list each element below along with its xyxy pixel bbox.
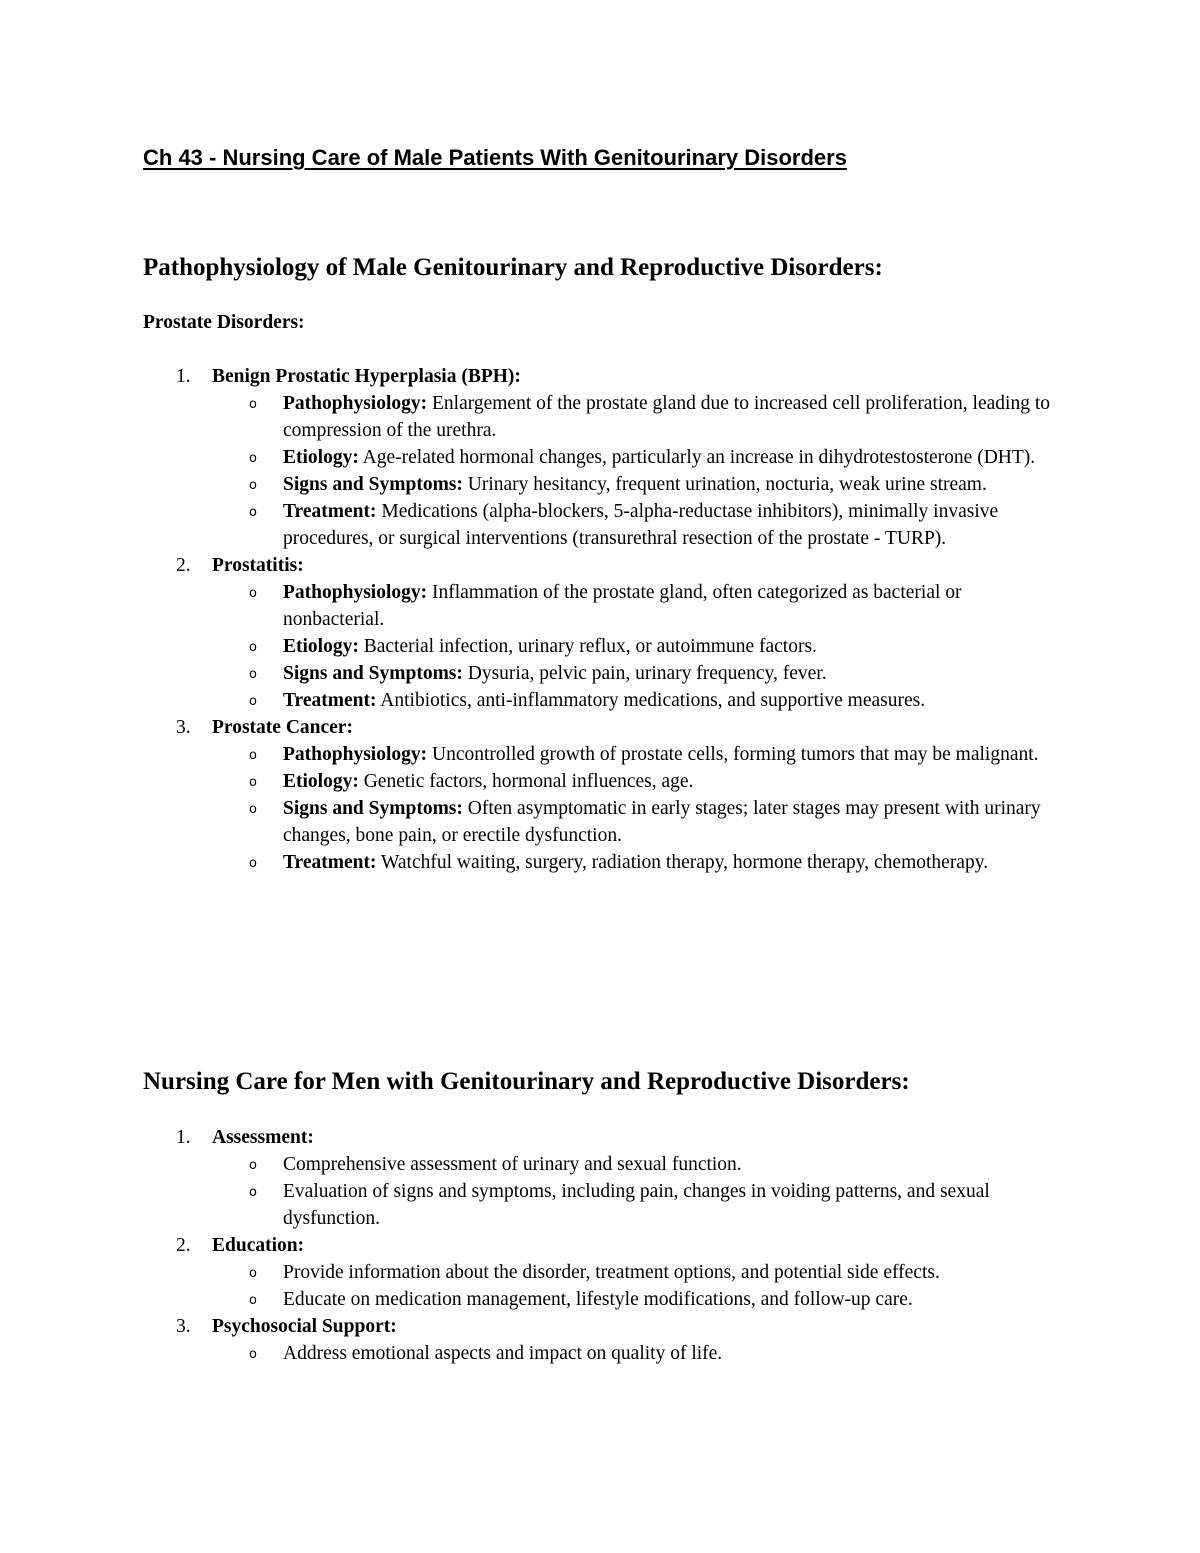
list-item-label: Prostate Cancer: <box>212 717 353 738</box>
sub-item-term: Signs and Symptoms: <box>283 798 463 819</box>
education-details-list <box>0 1259 1200 1313</box>
sub-item-term: Pathophysiology: <box>283 582 428 603</box>
sub-item-term: Signs and Symptoms: <box>283 663 463 684</box>
bullet-marker: o <box>249 1293 257 1308</box>
sub-item-text: Inflammation of the prostate gland, often categorized as bacterial or nonbacterial. <box>283 582 962 630</box>
list-item-label: Benign Prostatic Hyperplasia (BPH): <box>212 366 521 387</box>
assessment-details-list <box>0 1151 1200 1232</box>
sub-item-term: Treatment: <box>283 690 377 711</box>
bullet-marker: o <box>249 1158 257 1173</box>
bullet-marker: o <box>249 451 257 466</box>
sub-list-item <box>0 795 1200 849</box>
bullet-marker: o <box>249 478 257 493</box>
sub-item-term: Pathophysiology: <box>283 744 428 765</box>
document-title: Ch 43 - Nursing Care of Male Patients With Genitourinary Disorders <box>143 145 847 170</box>
list-item-label: Psychosocial Support: <box>212 1316 397 1337</box>
prostate-cancer-details-list <box>0 741 1200 876</box>
list-item-label: Education: <box>212 1235 305 1256</box>
sub-item-text: Often asymptomatic in early stages; later stages may present with urinary changes, bone pain, or erectile dysfunction. <box>283 798 1041 846</box>
sub-list-item <box>0 444 1200 471</box>
sub-list-item <box>0 390 1200 444</box>
list-item-label: Assessment: <box>212 1127 314 1148</box>
sub-list-item <box>0 768 1200 795</box>
sub-list-item <box>0 741 1200 768</box>
sub-list-item <box>0 498 1200 552</box>
sub-item-text: Medications (alpha-blockers, 5-alpha-reductase inhibitors), minimally invasive procedures, or surgical interventions (transurethral resection of the prostate - TURP). <box>283 501 999 549</box>
list-number: 3. <box>176 717 191 738</box>
list-number: 3. <box>176 1316 191 1337</box>
list-number: 2. <box>176 555 191 576</box>
section-heading-nursing-care: Nursing Care for Men with Genitourinary and Reproductive Disorders: <box>143 1068 910 1095</box>
list-number: 1. <box>176 366 191 387</box>
section-heading-pathophysiology: Pathophysiology of Male Genitourinary and Reproductive Disorders: <box>143 254 883 281</box>
sub-item-text: Watchful waiting, surgery, radiation therapy, hormone therapy, chemotherapy. <box>376 852 989 873</box>
prostatitis-details-list <box>0 579 1200 714</box>
sub-item-text: Comprehensive assessment of urinary and sexual function. <box>283 1154 742 1175</box>
bullet-marker: o <box>249 667 257 682</box>
bullet-marker: o <box>249 505 257 520</box>
sub-item-text: Address emotional aspects and impact on quality of life. <box>283 1343 723 1364</box>
sub-item-term: Treatment: <box>283 852 377 873</box>
sub-item-text: Uncontrolled growth of prostate cells, forming tumors that may be malignant. <box>427 744 1039 765</box>
subsection-heading-prostate-disorders: Prostate Disorders: <box>143 312 305 333</box>
sub-item-term: Pathophysiology: <box>283 393 428 414</box>
sub-item-text: Evaluation of signs and symptoms, including pain, changes in voiding patterns, and sexual dysfunction. <box>283 1181 990 1229</box>
sub-list-item <box>0 633 1200 660</box>
sub-item-text: Antibiotics, anti-inflammatory medications, and supportive measures. <box>376 690 926 711</box>
sub-item-text: Genetic factors, hormonal influences, age. <box>358 771 694 792</box>
sub-list-item <box>0 471 1200 498</box>
sub-item-text: Age-related hormonal changes, particularly an increase in dihydrotestosterone (DHT). <box>358 447 1036 468</box>
sub-list-item <box>0 1259 1200 1286</box>
sub-list-item <box>0 849 1200 876</box>
sub-item-text: Educate on medication management, lifestyle modifications, and follow-up care. <box>283 1289 913 1310</box>
bph-details-list <box>0 390 1200 552</box>
list-number: 1. <box>176 1127 191 1148</box>
bullet-marker: o <box>249 640 257 655</box>
nursing-care-list <box>0 1124 1200 1367</box>
sub-item-text: Enlargement of the prostate gland due to increased cell proliferation, leading to compression of the urethra. <box>283 393 1050 441</box>
list-item-education <box>0 1232 1200 1313</box>
list-item-psychosocial-support <box>0 1313 1200 1367</box>
sub-list-item <box>0 687 1200 714</box>
sub-list-item <box>0 1151 1200 1178</box>
list-item-bph <box>0 363 1200 552</box>
sub-item-term: Etiology: <box>283 447 359 468</box>
sub-item-text: Bacterial infection, urinary reflux, or autoimmune factors. <box>358 636 817 657</box>
bullet-marker: o <box>249 1266 257 1281</box>
list-item-prostate-cancer <box>0 714 1200 876</box>
sub-list-item <box>0 1286 1200 1313</box>
sub-item-term: Etiology: <box>283 636 359 657</box>
sub-item-term: Etiology: <box>283 771 359 792</box>
bullet-marker: o <box>249 586 257 601</box>
sub-list-item <box>0 579 1200 633</box>
sub-list-item <box>0 1178 1200 1232</box>
list-number: 2. <box>176 1235 191 1256</box>
sub-item-text: Provide information about the disorder, treatment options, and potential side effects. <box>283 1262 940 1283</box>
list-item-label: Prostatitis: <box>212 555 304 576</box>
sub-list-item <box>0 1340 1200 1367</box>
sub-item-text: Dysuria, pelvic pain, urinary frequency, fever. <box>462 663 827 684</box>
bullet-marker: o <box>249 802 257 817</box>
sub-item-term: Signs and Symptoms: <box>283 474 463 495</box>
bullet-marker: o <box>249 856 257 871</box>
bullet-marker: o <box>249 748 257 763</box>
bullet-marker: o <box>249 1185 257 1200</box>
sub-list-item <box>0 660 1200 687</box>
sub-item-text: Urinary hesitancy, frequent urination, nocturia, weak urine stream. <box>462 474 987 495</box>
psychosocial-support-details-list <box>0 1340 1200 1367</box>
list-item-assessment <box>0 1124 1200 1232</box>
prostate-disorders-list <box>0 363 1200 876</box>
bullet-marker: o <box>249 397 257 412</box>
bullet-marker: o <box>249 775 257 790</box>
bullet-marker: o <box>249 1347 257 1362</box>
bullet-marker: o <box>249 694 257 709</box>
sub-item-term: Treatment: <box>283 501 377 522</box>
list-item-prostatitis <box>0 552 1200 714</box>
